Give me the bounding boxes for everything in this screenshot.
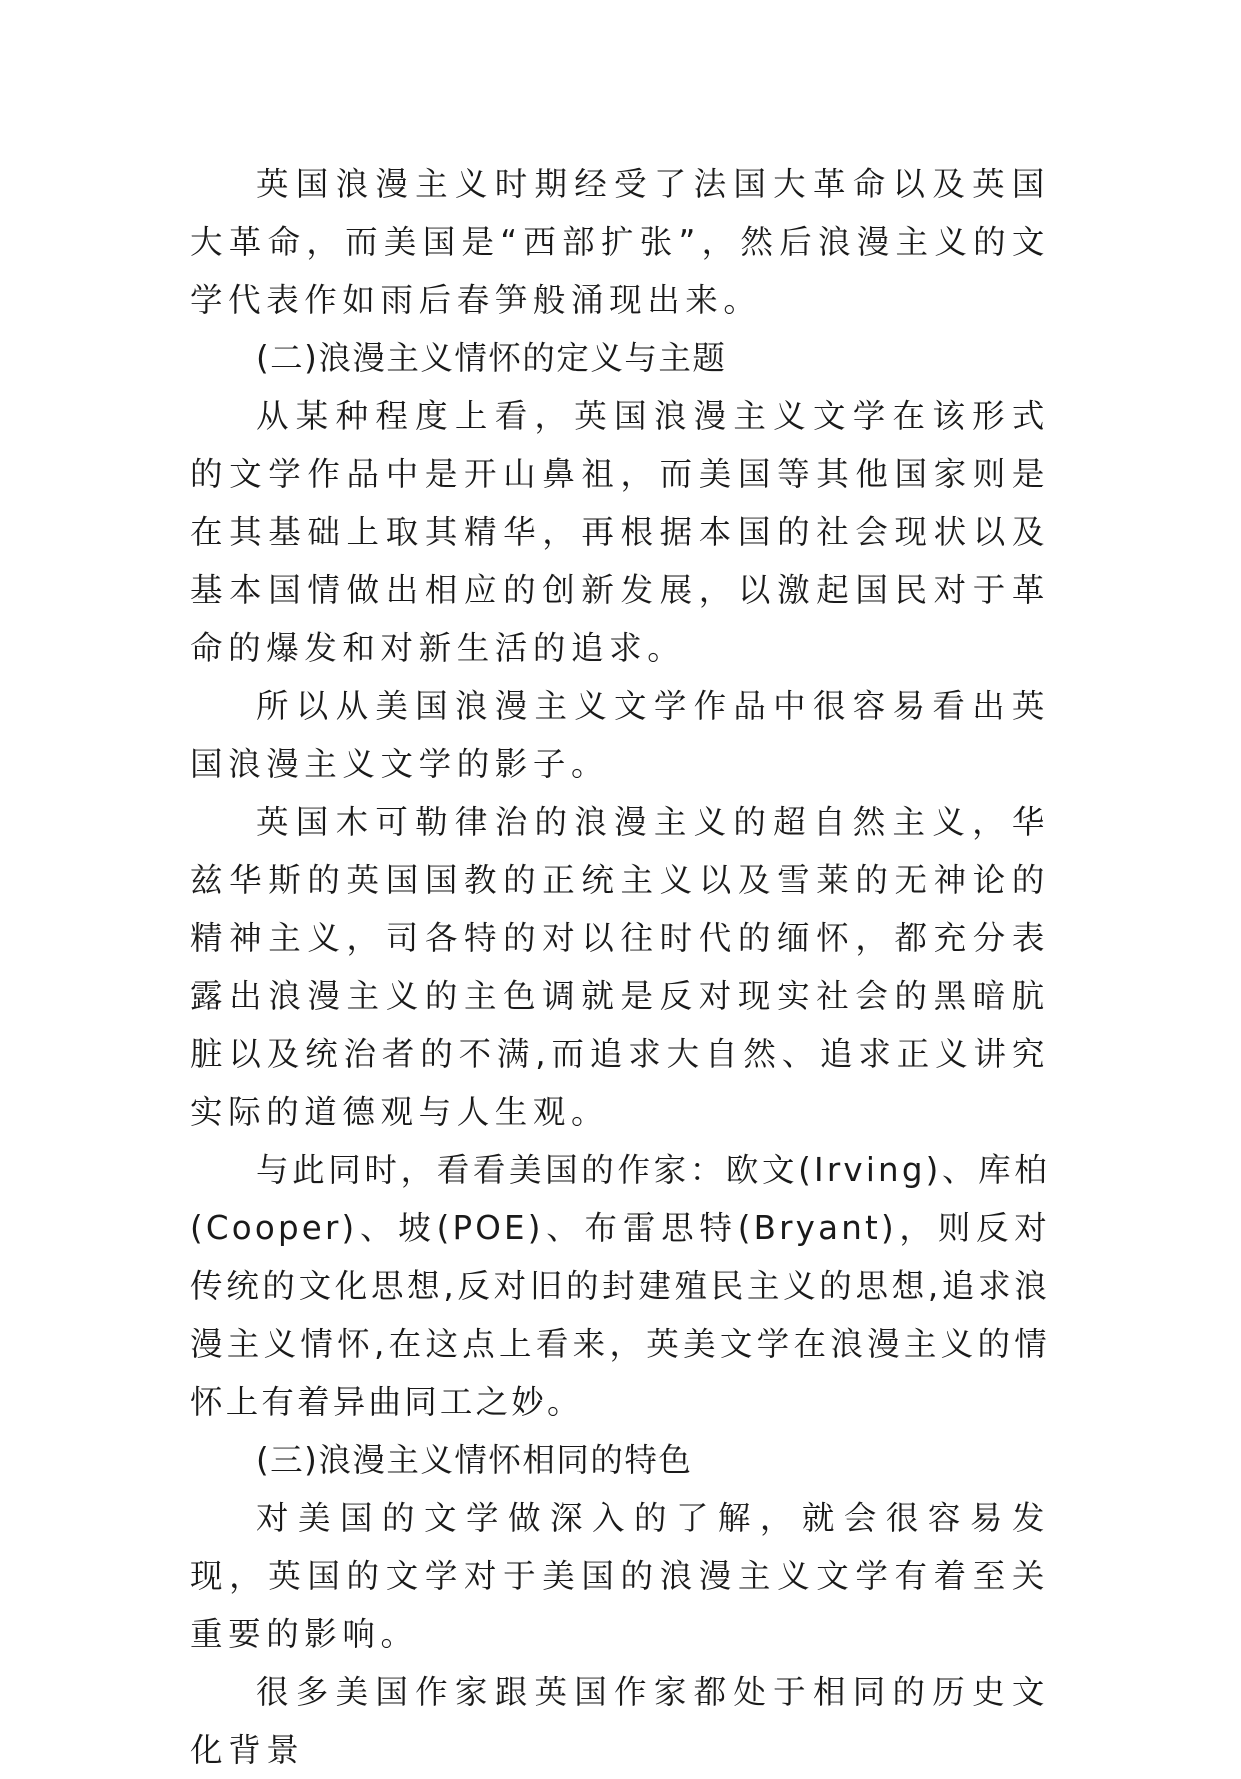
paragraph-deep-understanding: 对美国的文学做深入的了解，就会很容易发现，英国的文学对于美国的浪漫主义文学有着至关重要的影响。 <box>190 1499 1050 1653</box>
paragraph-american-authors: 与此同时，看看美国的作家：欧文(Irving)、库柏(Cooper)、坡(POE)、布雷思特(Bryant)，则反对传统的文化思想,反对旧的封建殖民主义的思想,追求浪漫主义情怀,在这点上看来，英美文学在浪漫主义的情怀上有着异曲同工之妙。 <box>190 1151 1050 1421</box>
paragraph-origin: 从某种程度上看，英国浪漫主义文学在该形式的文学作品中是开山鼻祖，而美国等其他国家则是在其基础上取其精华，再根据本国的社会现状以及基本国情做出相应的创新发展，以激起国民对于革命的爆发和对新生活的追求。 <box>190 397 1050 667</box>
paragraph-shared-background: 很多美国作家跟英国作家都处于相同的历史文化背景 <box>190 1673 1050 1769</box>
document-body <box>190 155 1050 1779</box>
paragraph-influence: 所以从美国浪漫主义文学作品中很容易看出英国浪漫主义文学的影子。 <box>190 687 1050 783</box>
paragraph-british-authors: 英国木可勒律治的浪漫主义的超自然主义，华兹华斯的英国国教的正统主义以及雪莱的无神论的精神主义，司各特的对以往时代的缅怀，都充分表露出浪漫主义的主色调就是反对现实社会的黑暗肮脏以及统治者的不满,而追求大自然、追求正义讲究实际的道德观与人生观。 <box>190 803 1050 1131</box>
section-heading-2: (二)浪漫主义情怀的定义与主题 <box>256 339 727 377</box>
section-heading-3: (三)浪漫主义情怀相同的特色 <box>256 1441 693 1479</box>
paragraph-revolution-context: 英国浪漫主义时期经受了法国大革命以及英国大革命，而美国是“西部扩张”，然后浪漫主义的文学代表作如雨后春笋般涌现出来。 <box>190 165 1050 319</box>
